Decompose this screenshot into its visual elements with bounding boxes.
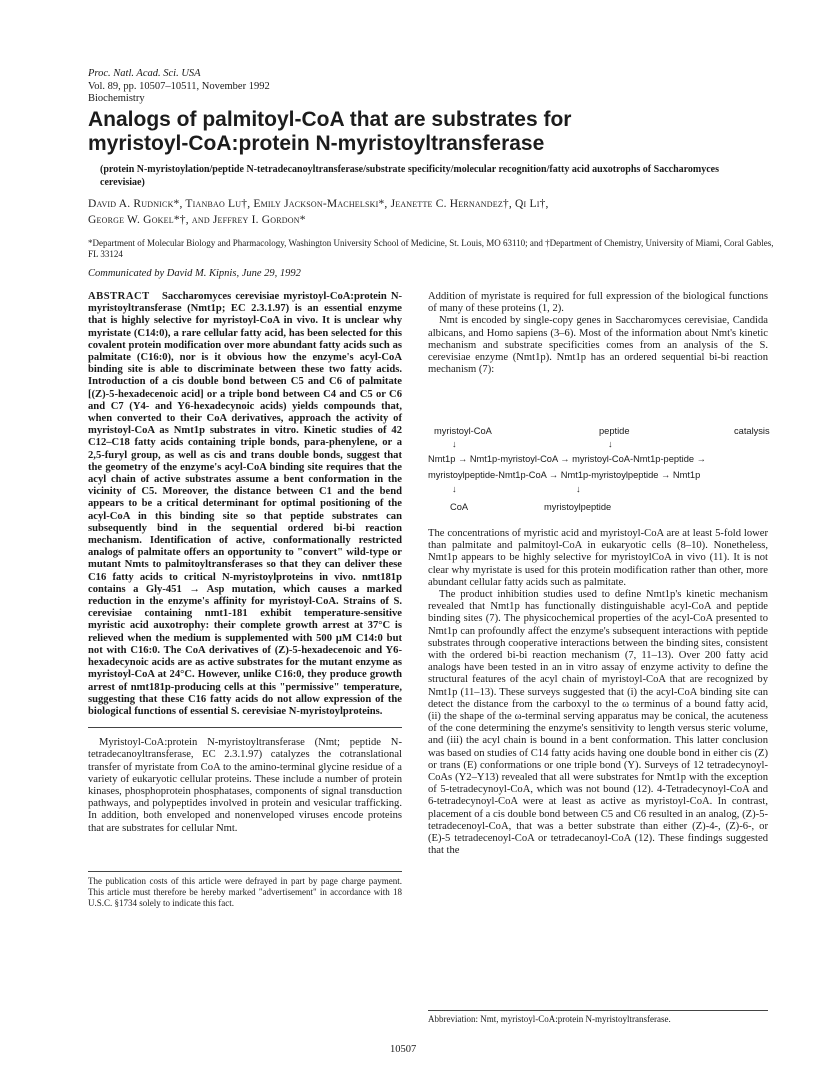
scheme-arrow-down-4: ↓ bbox=[576, 484, 581, 494]
scheme-arrow-down-2: ↓ bbox=[608, 439, 613, 449]
keywords: (protein N-myristoylation/peptide N-tetradecanoyltransferase/substrate specificity/molecular recognition/fatty acid auxotrophs of Saccharomyces cerevisiae) bbox=[100, 164, 719, 188]
scheme-myristoyl-coa: myristoyl-CoA bbox=[434, 426, 492, 436]
author-list bbox=[88, 196, 778, 228]
authors-line-2: George W. Gokel*†, and Jeffrey I. Gordon* bbox=[88, 214, 306, 226]
right-column-lower bbox=[428, 528, 768, 857]
title-line-1: Analogs of palmitoyl-CoA that are substrates for bbox=[88, 108, 572, 131]
reaction-scheme bbox=[428, 426, 768, 522]
scheme-line-2: myristoylpeptide-Nmt1p-CoA → Nmt1p-myristoylpeptide → Nmt1p bbox=[428, 470, 701, 480]
footnote-divider bbox=[88, 871, 402, 872]
authors-line-1: David A. Rudnick*, Tianbao Lu†, Emily Jackson-Machelski*, Jeanette C. Hernandez†, Qi Li†, bbox=[88, 198, 549, 210]
publication-footnote: The publication costs of this article were defrayed in part by page charge payment. This article must therefore be hereby marked "advertisement" in accordance with 18 U.S.C. §1734 solely to indicate this fact. bbox=[88, 875, 402, 908]
right-column bbox=[428, 291, 768, 376]
scheme-coa: CoA bbox=[450, 502, 469, 512]
page-number: 10507 bbox=[390, 1044, 417, 1055]
journal-section: Biochemistry bbox=[88, 93, 145, 104]
journal-name: Proc. Natl. Acad. Sci. USA bbox=[88, 68, 201, 79]
abbreviation-block bbox=[428, 1010, 768, 1025]
journal-header bbox=[88, 68, 270, 106]
abbreviation-divider bbox=[428, 1010, 768, 1011]
affiliations: *Department of Molecular Biology and Pharmacology, Washington University School of Medicine, St. Louis, MO 63110; and †Department of Chemistry, University of Miami, Coral Gables, FL 33124 bbox=[88, 238, 774, 259]
right-paragraph-1: Addition of myristate is required for full expression of the biological functions of many of these proteins (1, 2). bbox=[428, 291, 768, 315]
scheme-arrow-down-1: ↓ bbox=[452, 439, 457, 449]
communicated-by: Communicated by David M. Kipnis, June 29, 1992 bbox=[88, 268, 301, 279]
scheme-line-1: Nmt1p → Nmt1p-myristoyl-CoA → myristoyl-CoA-Nmt1p-peptide → bbox=[428, 454, 706, 464]
scheme-myristoylpeptide: myristoylpeptide bbox=[544, 502, 612, 512]
abstract-text: Saccharomyces cerevisiae myristoyl-CoA:protein N-myristoyltransferase (Nmt1p; EC 2.3.1.97) is an essential enzyme that is highly selective for myristoyl-CoA in vivo. It is unclear why myristate (C14:0), a rare cellular fatty acid, has been selected for this covalent protein modification over more abundant fatty acids such as palmitate (C16:0), nor is it obvious how the enzyme's acyl-CoA binding site is able to discriminate between these two fatty acids. Introduction of a cis double bond between C5 and C6 of palmitate [(Z)-5-hexadecenoic acid] or a triple bond between C4 and C5 or C6 and C7 (Y4- and Y6-hexadecynoic acids) yields compounds that, when converted to their CoA derivatives, approach the activity of myristoyl-CoA as Nmt1p substrates in vitro. Kinetic studies of 42 C12–C18 fatty acids containing triple bonds, para-phenylene, or a 2,5-furyl group, as well as cis and trans double bonds, suggest that the geometry of the enzyme's acyl-CoA binding site requires that the acyl chain of active substrates assume a bent conformation in the vicinity of C5. Moreover, the distance between C1 and the bend appears to be a critical determinant for optimal positioning of the acyl-CoA in this binding site so that peptide substrates can subsequently bind in the sequential ordered bi-bi reaction mechanism. Identification of active, conformationally restricted analogs of palmitate offers an opportunity to "convert" wild-type or mutant Nmts to palmitoyltransferases so that they can deliver these C16 fatty acids to critical N-myristoylproteins in vivo. nmt181p contains a Gly-451 → Asp mutation, which causes a marked reduction in the enzyme's affinity for myristoyl-CoA. Strains of S. cerevisiae containing nmt1-181 exhibit temperature-sensitive myristic acid auxotrophy: their complete growth arrest at 37°C is relieved when the medium is supplemented with 500 μM C14:0 but not with C16:0. The CoA derivatives of (Z)-5-hexadecenoic and Y6-hexadecynoic acids are as active substrates for the mutant enzyme as myristoyl-CoA at 24°C. However, unlike C16:0, they produce growth arrest of nmt181p-producing cells at this "permissive" temperature, suggesting that these C16 fatty acids do not allow expression of the biological functions of essential S. cerevisiae N-myristoylproteins. bbox=[88, 291, 402, 717]
title-line-2: myristoyl-CoA:protein N-myristoyltransferase bbox=[88, 132, 545, 155]
journal-volume: Vol. 89, pp. 10507–10511, November 1992 bbox=[88, 80, 270, 92]
abstract-divider bbox=[88, 727, 402, 728]
scheme-peptide: peptide bbox=[599, 426, 630, 436]
right-paragraph-4: The product inhibition studies used to define Nmt1p's kinetic mechanism revealed that Nmt1p has functionally distinguishable acyl-CoA and peptide binding sites (7). The physicochemical properties of the acyl-CoA presented to Nmt1p can profoundly affect the enzyme's subsequent interactions with peptide substrates through cooperative interactions between the binding sites, consistent with the ordered bi-bi reaction mechanism (7, 11–13). Over 200 fatty acid analogs have been tested in an in vitro assay of enzyme activity to define the structural features of the acyl chain of myristoyl-CoA that are recognized by Nmt1p (11–13). These surveys suggested that (i) the acyl-CoA binding site can detect the distance from the carboxyl to the ω terminus of a bound fatty acid, (ii) the shape of the ω-terminal serving apparatus may be conical, the acuteness of the cone determining the enzyme's sensitivity to length versus steric volume, and (iii) the acyl chain is bound in a bent conformation. This latter conclusion was based on studies of C14 fatty acids having one double bond in either cis (Z) or trans (E) conformations or one triple bond (Y). Surveys of 12 tetradecynoyl-CoAs (Y2–Y13) revealed that all were substrates for Nmt1p with the exception of 5-tetradecynoyl-CoA, which was not bound (12). 4-Tetradecynoyl-CoA and 6-tetradecynoyl-CoA were at least as active as myristoyl-CoA. In contrast, placement of a cis double bond between C5 and C6 resulted in an analog, (Z)-5-tetradecenoyl-CoA, that was a better substrate than either (Z)-4-, (Z)-6-, or (E)-5 tetradecenoyl-CoA or tetradecanoyl-CoA (12). These findings suggested that the bbox=[428, 589, 768, 857]
scheme-catalysis: catalysis bbox=[734, 426, 770, 436]
intro-paragraph: Myristoyl-CoA:protein N-myristoyltransferase (Nmt; peptide N-tetradecanoyltransferase, EC 2.3.1.97) catalyzes the cotranslational transfer of myristate from CoA to the amino-terminal glycine residue of a variety of eukaryotic cellular proteins. These include a number of protein kinases, phosphoprotein phosphatases, components of signal transduction pathways, and polypeptides involved in protein and vesicular trafficking. In addition, both enveloped and nonenveloped viruses encode proteins that are substrates for cellular Nmt. bbox=[88, 737, 402, 834]
abstract bbox=[88, 291, 402, 718]
article-title bbox=[88, 108, 768, 156]
left-column bbox=[88, 291, 402, 909]
scheme-arrow-down-3: ↓ bbox=[452, 484, 457, 494]
abstract-label: ABSTRACT bbox=[88, 291, 150, 302]
right-paragraph-3: The concentrations of myristic acid and myristoyl-CoA are at least 5-fold lower than palmitate and palmitoyl-CoA in eukaryotic cells (8–10). Nonetheless, Nmt1p appears to be highly selective for myristoylCoA in vivo (11). It is not clear why myristate is used for this protein modification rather than other, more abundant cellular fatty acids such as palmitate. bbox=[428, 528, 768, 588]
right-paragraph-2: Nmt is encoded by single-copy genes in Saccharomyces cerevisiae, Candida albicans, and Homo sapiens (3–6). Most of the information about Nmt's kinetic mechanism and substrate specificities comes from an analysis of the S. cerevisiae enzyme (Nmt1p). Nmt1p has an ordered sequential bi-bi reaction mechanism (7): bbox=[428, 315, 768, 376]
abbreviation-footnote: Abbreviation: Nmt, myristoyl-CoA:protein N-myristoyltransferase. bbox=[428, 1014, 671, 1024]
